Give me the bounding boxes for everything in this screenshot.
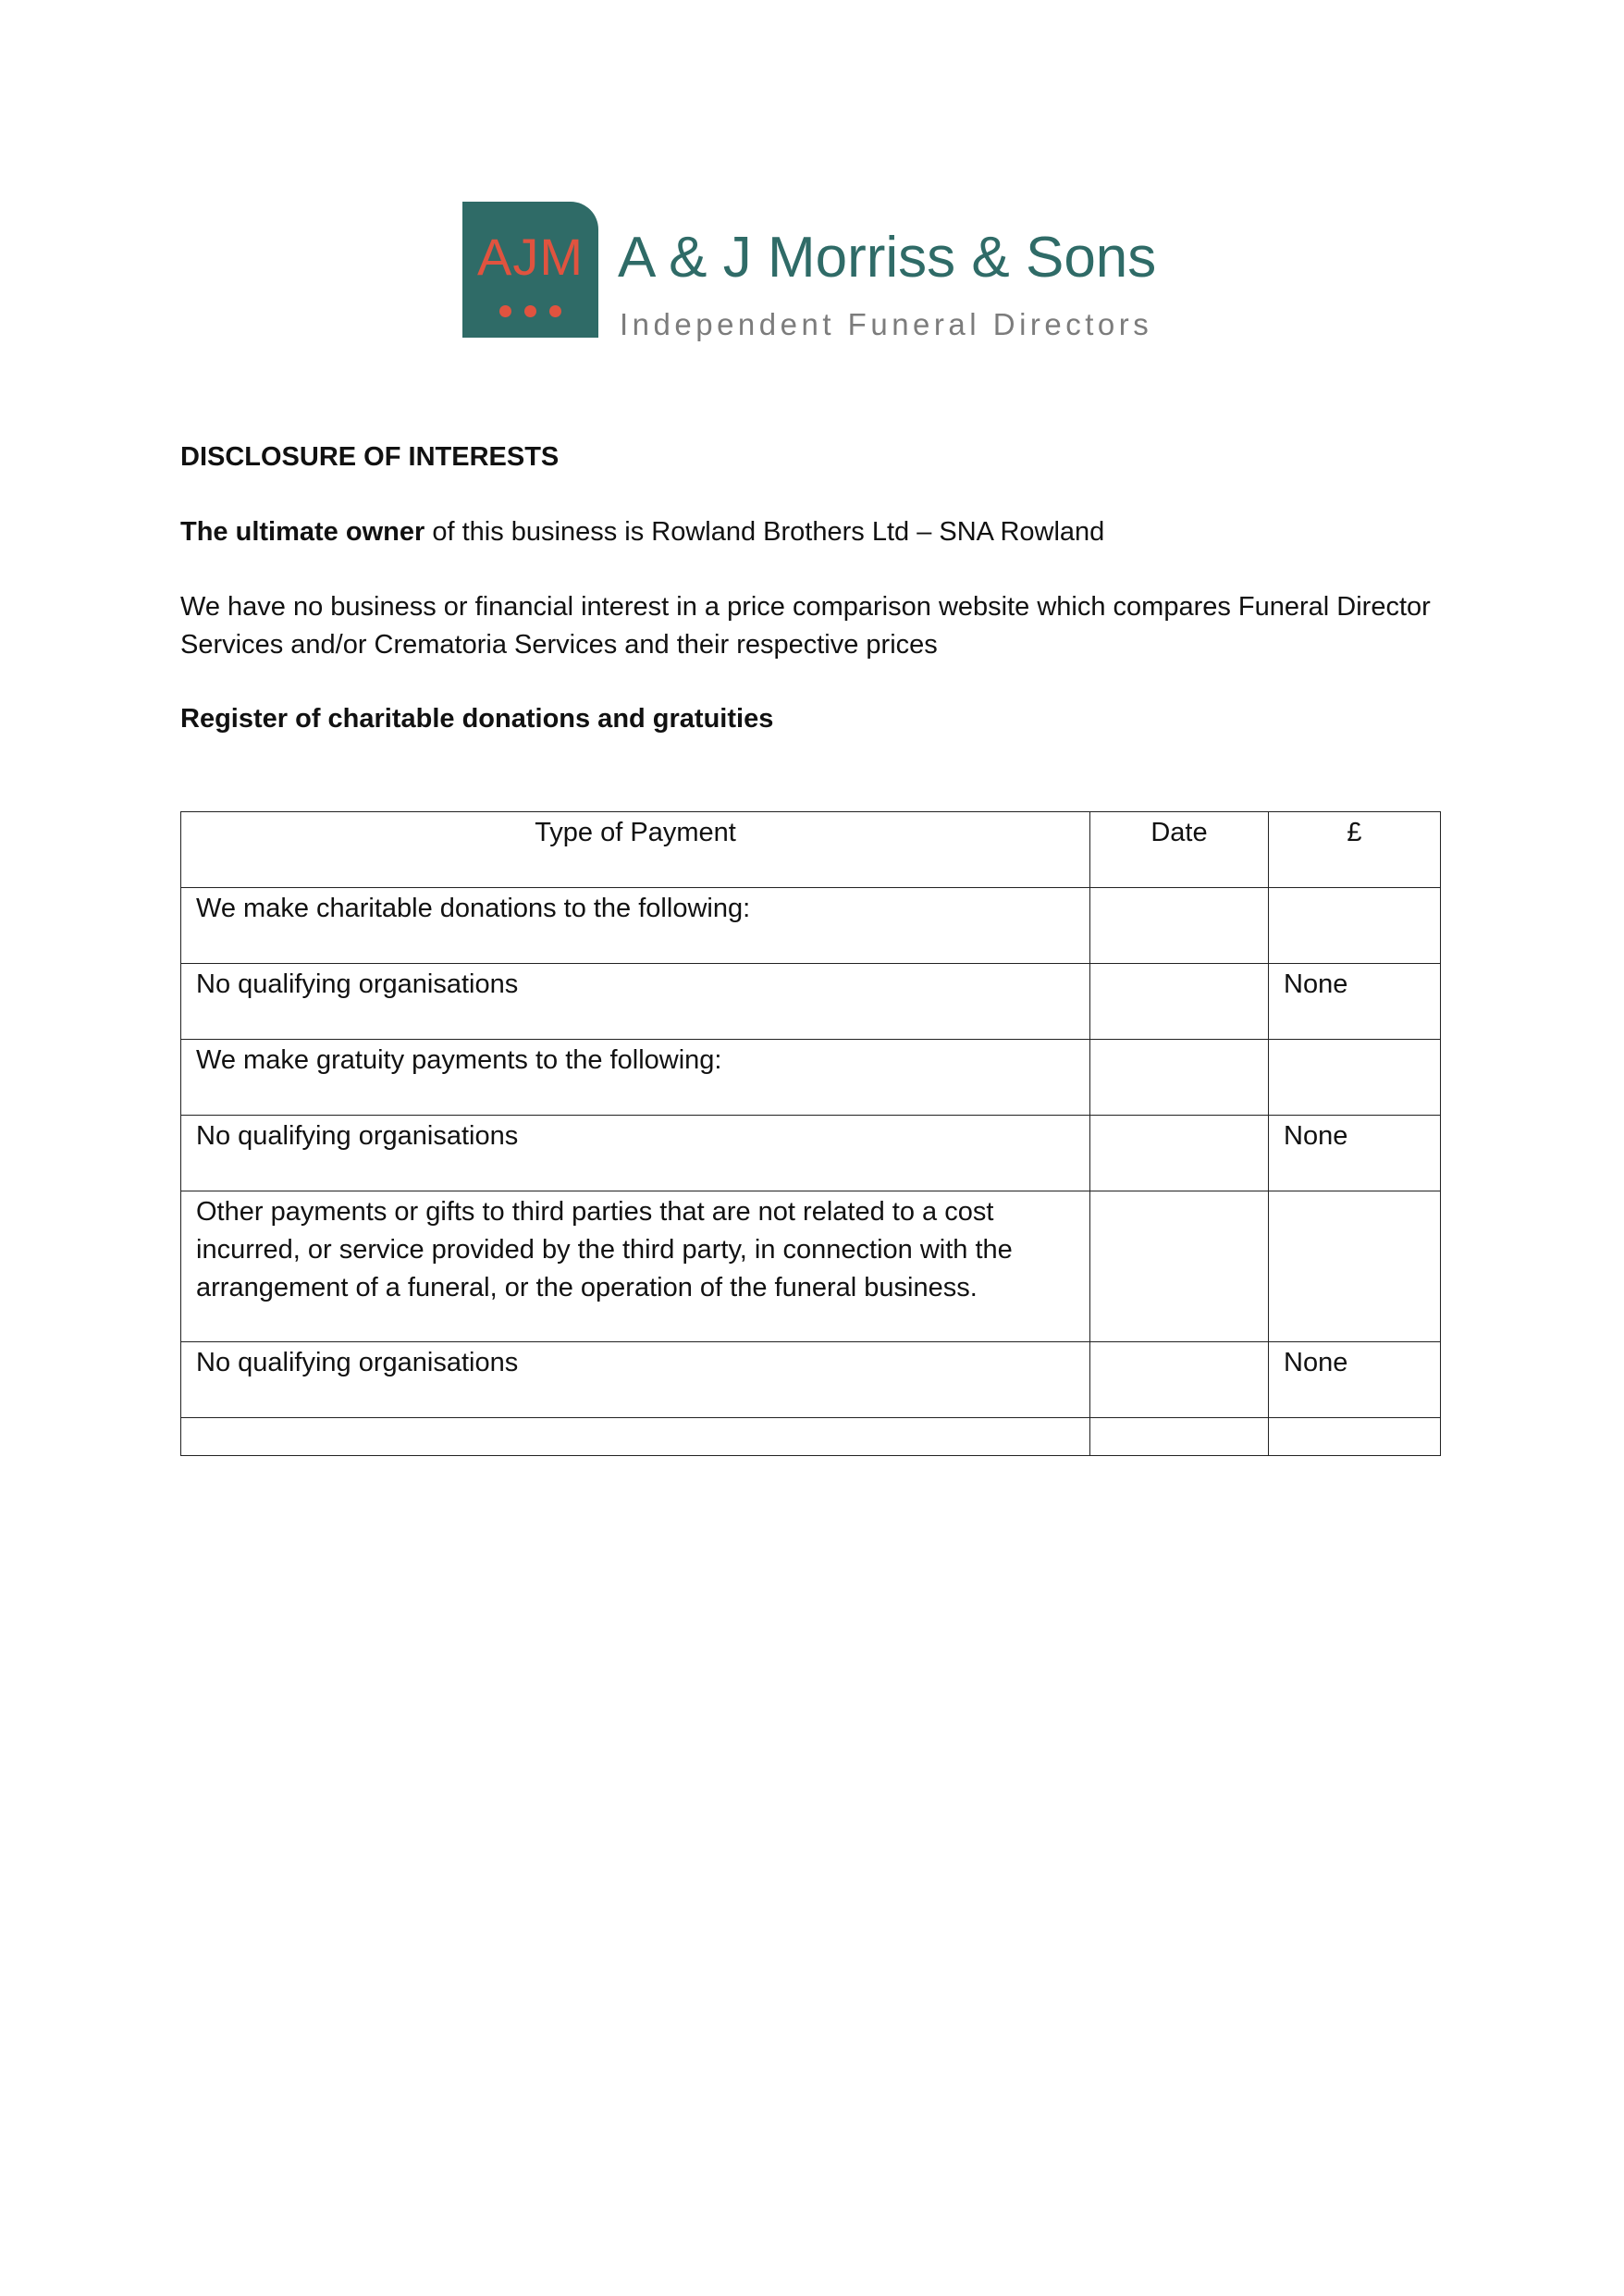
- table-row: [181, 1040, 1441, 1116]
- cell-type: [181, 1418, 1090, 1456]
- cell-amount: [1269, 1418, 1441, 1456]
- cell-amount: None: [1269, 964, 1441, 1040]
- owner-label: The ultimate owner: [180, 517, 425, 547]
- cell-type: We make gratuity payments to the following:: [181, 1040, 1090, 1116]
- register-heading: Register of charitable donations and gratuities: [180, 704, 774, 734]
- payments-table: [180, 811, 1441, 1456]
- logo-dot: [524, 305, 536, 317]
- cell-date: [1090, 1040, 1269, 1116]
- cell-date: [1090, 1342, 1269, 1418]
- owner-text: of this business is Rowland Brothers Ltd – SNA Rowland: [424, 517, 1105, 547]
- table-row: [181, 888, 1441, 964]
- cell-date: [1090, 1116, 1269, 1191]
- cell-type: No qualifying organisations: [181, 964, 1090, 1040]
- header-amount: £: [1269, 812, 1441, 888]
- cell-date: [1090, 888, 1269, 964]
- cell-amount: [1269, 1040, 1441, 1116]
- logo-mark: [462, 202, 598, 338]
- logo-dot: [549, 305, 561, 317]
- logo-dots-icon: [462, 305, 598, 321]
- ownership-statement: [180, 513, 1447, 551]
- cell-amount: [1269, 888, 1441, 964]
- cell-amount: None: [1269, 1342, 1441, 1418]
- interest-statement: We have no business or financial interest in a price comparison website which compares Funeral Director Services and/or Crematoria Services and their respective prices: [180, 592, 1431, 660]
- cell-type: No qualifying organisations: [181, 1116, 1090, 1191]
- table-row: [181, 1418, 1441, 1456]
- cell-amount: [1269, 1191, 1441, 1342]
- logo-dot: [499, 305, 511, 317]
- cell-type: We make charitable donations to the following:: [181, 888, 1090, 964]
- cell-amount: None: [1269, 1116, 1441, 1191]
- logo-initials: AJM: [477, 228, 584, 286]
- table-header-row: [181, 812, 1441, 888]
- cell-type: Other payments or gifts to third parties that are not related to a cost incurred, or service provided by the third party, in connection with the arrangement of a funeral, or the operation of the funeral business.: [181, 1191, 1090, 1342]
- table-row: [181, 1342, 1441, 1418]
- cell-date: [1090, 964, 1269, 1040]
- cell-date: [1090, 1191, 1269, 1342]
- company-logo: [462, 202, 1165, 339]
- company-name: A & J Morriss & Sons: [618, 226, 1157, 290]
- cell-type: No qualifying organisations: [181, 1342, 1090, 1418]
- cell-date: [1090, 1418, 1269, 1456]
- table-row: [181, 1191, 1441, 1342]
- table-row: [181, 1116, 1441, 1191]
- header-type-of-payment: Type of Payment: [181, 812, 1090, 888]
- header-date: Date: [1090, 812, 1269, 888]
- page-title: DISCLOSURE OF INTERESTS: [180, 442, 560, 472]
- company-tagline: Independent Funeral Directors: [620, 307, 1153, 341]
- table-row: [181, 964, 1441, 1040]
